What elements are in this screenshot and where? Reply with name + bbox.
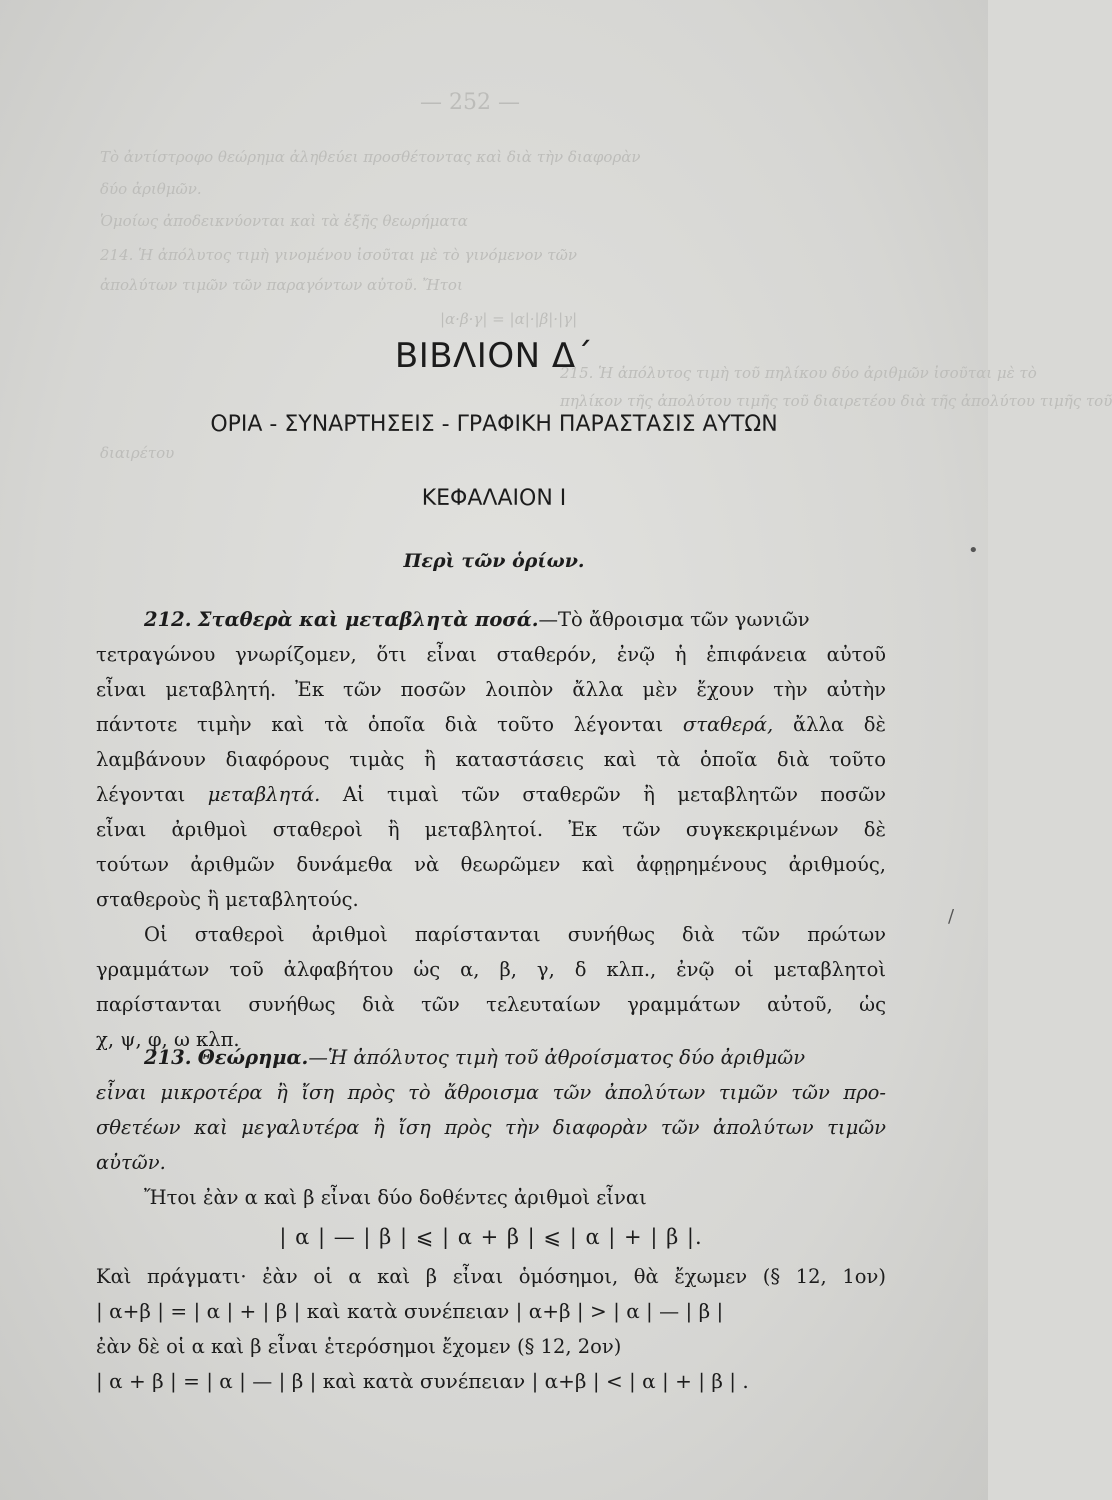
paragraph-line: τετραγώνου γνωρίζομεν, ὅτι εἶναι σταθερόν, ἐνῷ ἡ ἐπιφάνεια αὐτοῦ [96, 643, 886, 666]
ghost-line: 215. Ἡ ἀπόλυτος τιμὴ τοῦ πηλίκου δύο ἀριθμῶν ἰσοῦται μὲ τὸ [560, 364, 1037, 382]
paragraph-text: ἄλλα δὲ [792, 713, 887, 736]
paragraph-line: εἶναι ἀριθμοὶ σταθεροὶ ἢ μεταβλητοί. Ἐκ τῶν συγκεκριμένων δὲ [96, 818, 886, 841]
paragraph-text: λέγονται [96, 783, 186, 806]
book-title: ΒΙΒΛΙΟΝ Δ΄ [394, 336, 594, 376]
paragraph-line: γραμμάτων τοῦ ἀλφαβήτου ὡς α, β, γ, δ κλπ., ἐνῷ οἱ μεταβλητοὶ [96, 958, 886, 981]
term-variable: μεταβλητά. [207, 783, 321, 806]
ghost-line: |α·β·γ| = |α|·|β|·|γ| [440, 310, 578, 328]
paragraph-text: —Τὸ ἄθροισμα τῶν γωνιῶν [538, 608, 810, 631]
paragraph-text: πάντοτε τιμὴν καὶ τὰ ὁποῖα διὰ τοῦτο λέγονται [96, 713, 664, 736]
paragraph-line [96, 1040, 886, 1075]
formula-line: | α + β | = | α | — | β | καὶ κατὰ συνέπειαν | α+β | < | α | + | β | . [96, 1369, 749, 1393]
ghost-line: πηλίκον τῆς ἀπολύτου τιμῆς τοῦ διαιρετέου διὰ τῆς ἀπολύτου τιμῆς τοῦ [560, 392, 1112, 410]
ghost-line: διαιρέτου [100, 444, 175, 462]
chapter-heading: ΚΕΦΑΛΑΙΟΝ I [421, 486, 567, 511]
paragraph-line: λαμβάνουν διαφόρους τιμὰς ἢ καταστάσεις καὶ τὰ ὁποῖα διὰ τοῦτο [96, 748, 886, 771]
paragraph-line [96, 602, 886, 637]
paragraph-line: Καὶ πράγματι· ἐὰν οἱ α καὶ β εἶναι ὁμόσημοι, θὰ ἔχωμεν (§ 12, 1ον) [96, 1265, 886, 1288]
paragraph-line: χ, ψ, φ, ω κλπ. [96, 1028, 240, 1051]
margin-mark: / [948, 906, 955, 927]
ghost-line: ἀπολύτων τιμῶν τῶν παραγόντων αὐτοῦ. Ἤτοι [100, 276, 463, 294]
theorem-line: εἶναι μικροτέρα ἢ ἴση πρὸς τὸ ἄθροισμα τῶν ἀπολύτων τιμῶν τῶν προ- [96, 1081, 886, 1104]
ghost-page-number: — 252 — [420, 90, 520, 115]
ghost-line: 214. Ἡ ἀπόλυτος τιμὴ γινομένου ἰσοῦται μὲ τὸ γινόμενον τῶν [100, 246, 577, 264]
book-subtitle: ΟΡΙΑ - ΣΥΝΑΡΤΗΣΕΙΣ - ΓΡΑΦΙΚΗ ΠΑΡΑΣΤΑΣΙΣ ΑΥΤΩΝ [210, 412, 778, 437]
paragraph-line: εἶναι μεταβλητή. Ἐκ τῶν ποσῶν λοιπὸν ἄλλα μὲν ἔχουν τὴν αὐτὴν [96, 678, 886, 701]
paragraph-line [96, 707, 886, 742]
theorem-title: Θεώρημα. [197, 1046, 309, 1069]
paragraph-number: 212. [144, 608, 192, 631]
paragraph-line: σταθεροὺς ἢ μεταβλητούς. [96, 888, 359, 911]
ghost-line: δύο ἀριθμῶν. [100, 180, 202, 198]
paragraph-213 [96, 1040, 886, 1399]
paragraph-line: Ἤτοι ἐὰν α καὶ β εἶναι δύο δοθέντες ἀριθμοὶ εἶναι [144, 1186, 647, 1209]
theorem-number: 213. [144, 1046, 192, 1069]
formula-line: | α+β | = | α | + | β | καὶ κατὰ συνέπειαν | α+β | > | α | — | β | [96, 1299, 724, 1323]
paragraph-line [96, 777, 886, 812]
paragraph-212 [96, 602, 886, 1057]
paragraph-text: Αἱ τιμαὶ τῶν σταθερῶν ἢ μεταβλητῶν ποσῶν [342, 783, 887, 806]
ghost-line: Τὸ ἀντίστροφο θεώρημα ἀληθεύει προσθέτοντας καὶ διὰ τὴν διαφορὰν [100, 148, 641, 166]
paragraph-line: Οἱ σταθεροὶ ἀριθμοὶ παρίστανται συνήθως διὰ τῶν πρώτων [144, 923, 886, 946]
paragraph-line: ἐὰν δὲ οἱ α καὶ β εἶναι ἑτερόσημοι ἔχομεν (§ 12, 2ον) [96, 1335, 622, 1358]
theorem-text: —Ἡ ἀπόλυτος τιμὴ τοῦ ἀθροίσματος δύο ἀριθμῶν [308, 1046, 806, 1069]
ghost-line: Ὁμοίως ἀποδεικνύονται καὶ τὰ ἑξῆς θεωρήματα [100, 212, 468, 230]
section-heading: Περὶ τῶν ὁρίων. [403, 550, 585, 572]
paragraph-line: παρίστανται συνήθως διὰ τῶν τελευταίων γραμμάτων αὐτοῦ, ὡς [96, 993, 886, 1016]
theorem-line: σθετέων καὶ μεγαλυτέρα ἢ ἴση πρὸς τὴν διαφορὰν τῶν ἀπολύτων τιμῶν [96, 1116, 886, 1139]
margin-mark: • [968, 540, 979, 561]
paragraph-title: Σταθερὰ καὶ μεταβλητὰ ποσά. [197, 608, 539, 631]
theorem-line: αὐτῶν. [96, 1151, 166, 1174]
theorem-formula: | α | — | β | ⩽ | α + β | ⩽ | α | + | β |. [279, 1225, 703, 1249]
term-constant: σταθερά, [682, 713, 774, 736]
paragraph-line: τούτων ἀριθμῶν δυνάμεθα νὰ θεωρῶμεν καὶ ἀφῃρημένους ἀριθμούς, [96, 853, 886, 876]
